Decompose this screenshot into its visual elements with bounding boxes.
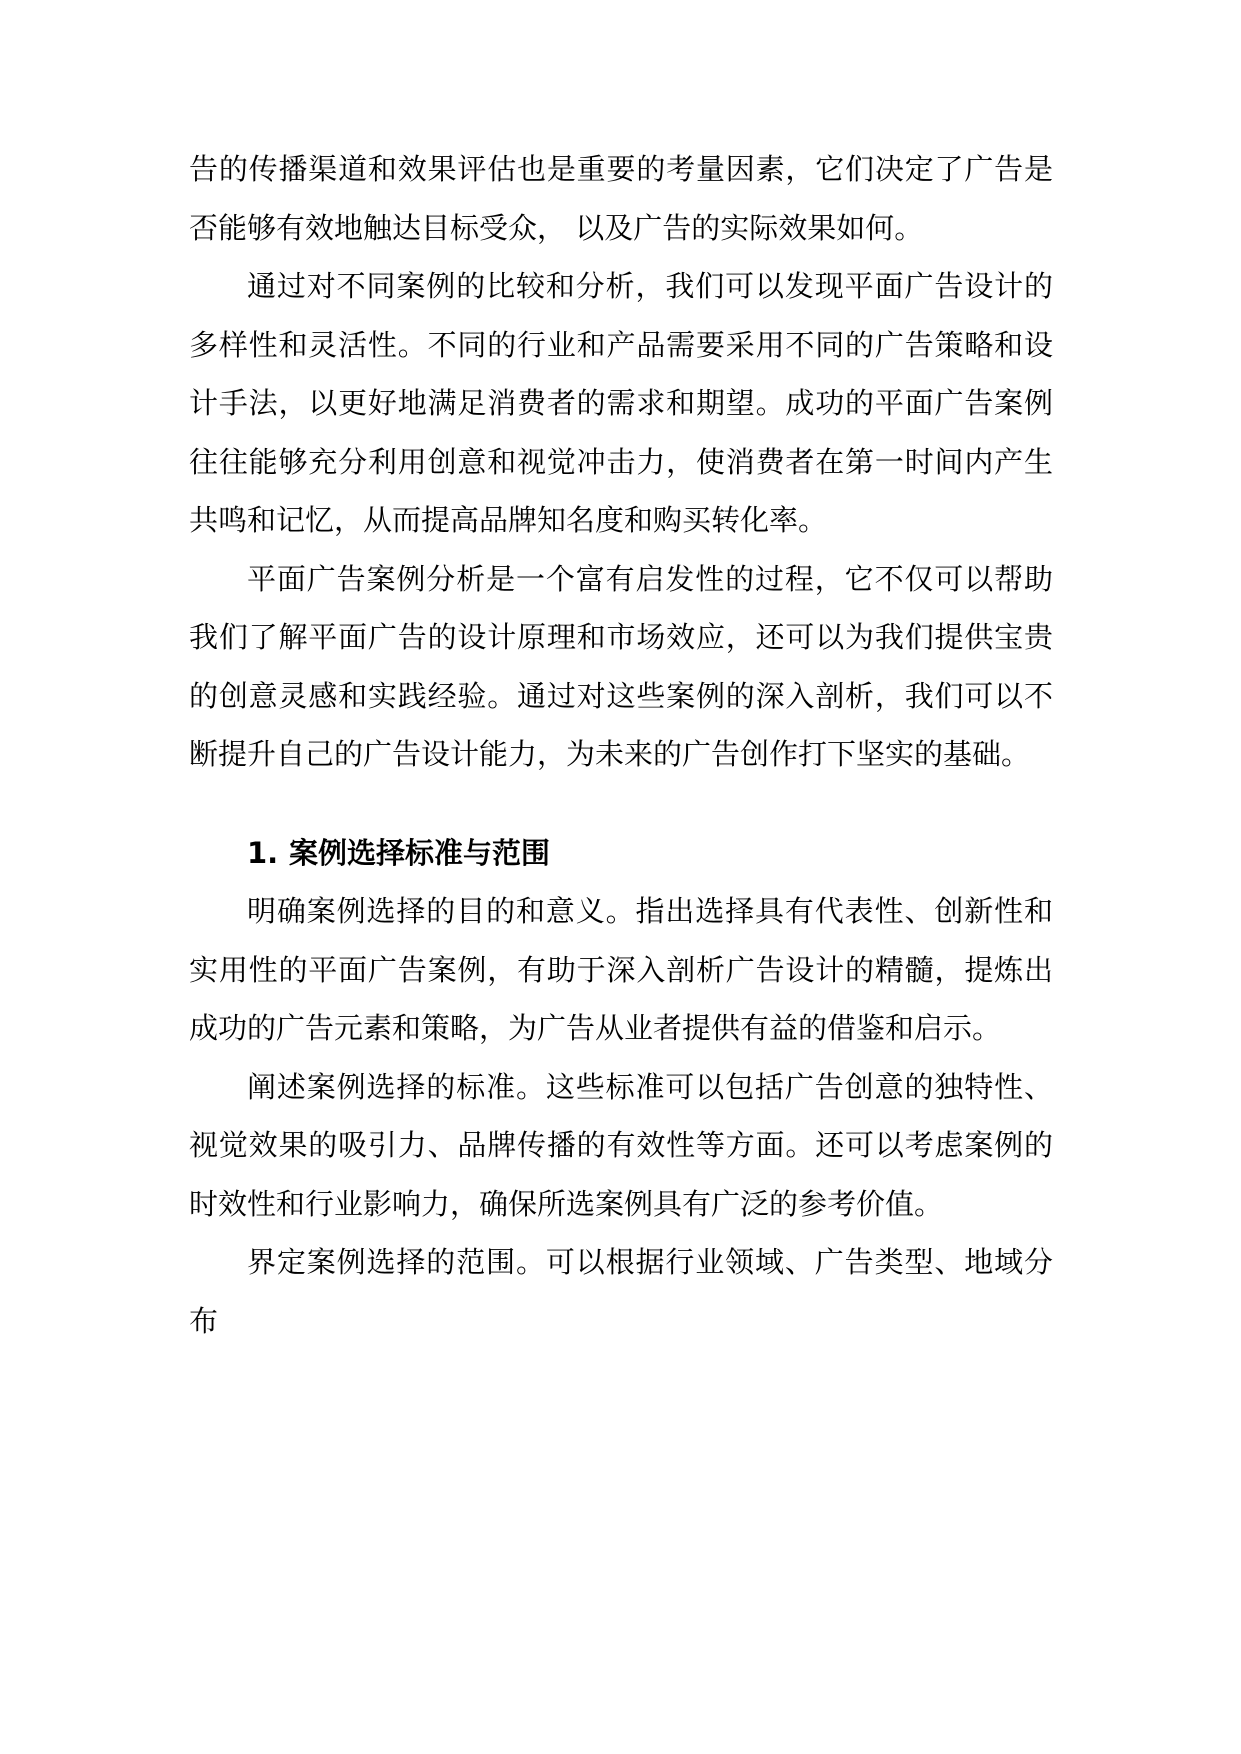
paragraph-5: 阐述案例选择的标准。这些标准可以包括广告创意的独特性、视觉效果的吸引力、品牌传播的有效性等方面。还可以考虑案例的时效性和行业影响力，确保所选案例具有广泛的参考价值。 — [189, 1069, 1053, 1221]
paragraph-6: 界定案例选择的范围。可以根据行业领域、广告类型、地域分布 — [189, 1245, 1053, 1338]
document-page — [189, 140, 1053, 1350]
paragraph-4: 明确案例选择的目的和意义。指出选择具有代表性、创新性和实用性的平面广告案例，有助于深入剖析广告设计的精髓，提炼出成功的广告元素和策略，为广告从业者提供有益的借鉴和启示。 — [189, 894, 1053, 1045]
section-title: 案例选择标准与范围 — [289, 835, 551, 870]
section-number: 1. — [247, 835, 279, 870]
section-heading — [189, 824, 1053, 883]
paragraph-1: 告的传播渠道和效果评估也是重要的考量因素，它们决定了广告是否能够有效地触达目标受众， 以及广告的实际效果如何。 — [189, 152, 1053, 245]
paragraph-2: 通过对不同案例的比较和分析，我们可以发现平面广告设计的多样性和灵活性。不同的行业和产品需要采用不同的广告策略和设计手法，以更好地满足消费者的需求和期望。成功的平面广告案例往往能够充分利用创意和视觉冲击力，使消费者在第一时间内产生共鸣和记忆，从而提高品牌知名度和购买转化率。 — [189, 269, 1053, 537]
paragraph-3: 平面广告案例分析是一个富有启发性的过程，它不仅可以帮助我们了解平面广告的设计原理和市场效应，还可以为我们提供宝贵的创意灵感和实践经验。通过对这些案例的深入剖析，我们可以不断提升自己的广告设计能力，为未来的广告创作打下坚实的基础。 — [189, 561, 1053, 771]
